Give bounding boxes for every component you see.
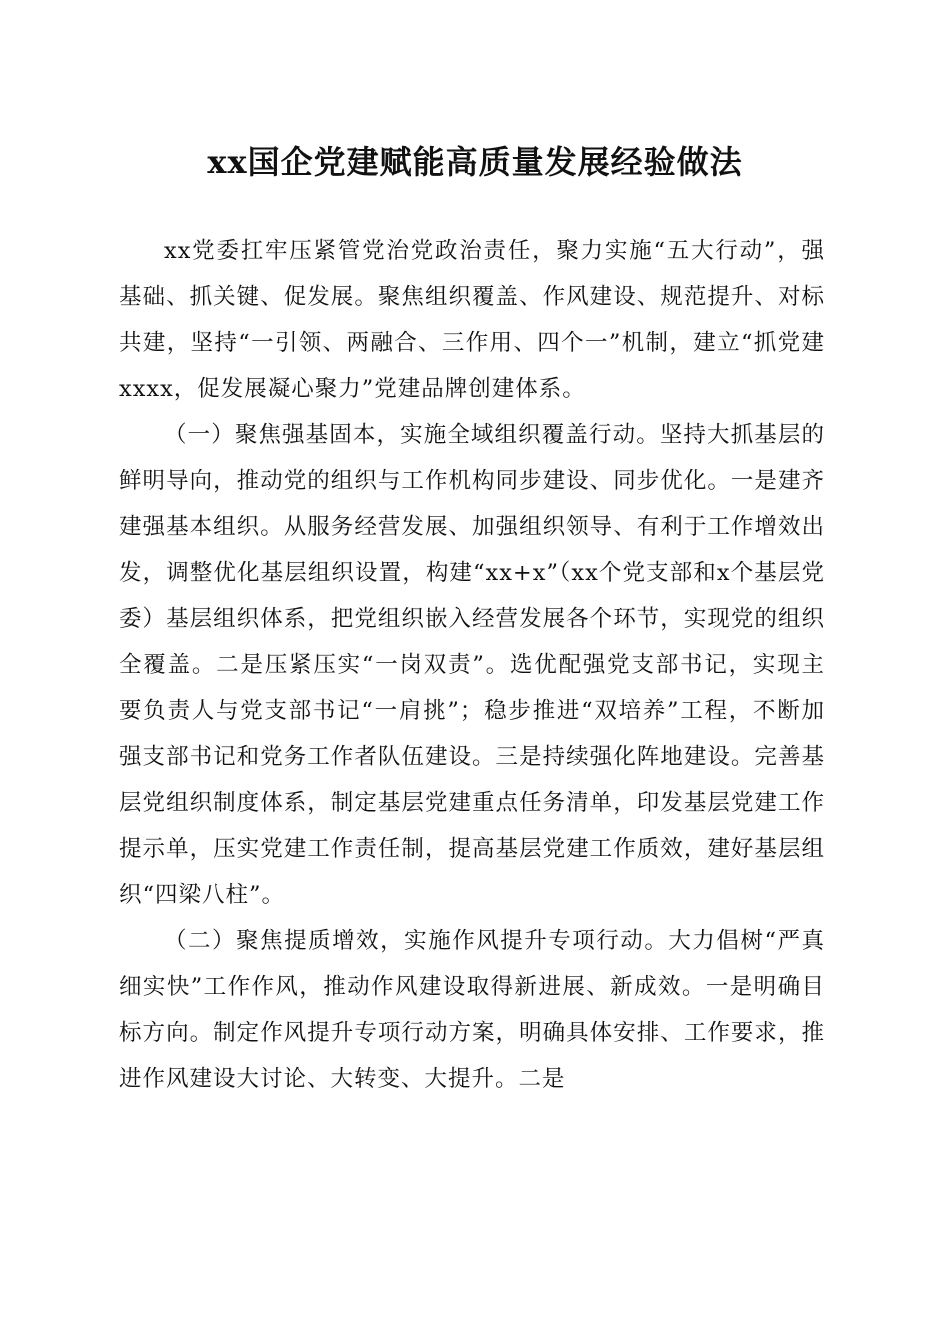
paragraph-section-2 <box>119 918 825 1102</box>
document-body <box>119 228 825 1102</box>
section-heading: （一）聚焦强基固本，实施全域组织覆盖行动。 <box>164 422 660 448</box>
section-heading: （二）聚焦提质增效，实施作风提升专项行动。 <box>164 928 669 954</box>
paragraph-intro <box>119 228 825 412</box>
paragraph-text: xx党委扛牢压紧管党治党政治责任，聚力实施“五大行动”，强基础、抓关键、促发展。聚焦组织覆盖、作风建设、规范提升、对标共建，坚持“一引领、两融合、三作用、四个一”机制，建立“抓党建xxxx，促发展凝心聚力”党建品牌创建体系。 <box>119 238 825 402</box>
paragraph-text: 坚持大抓基层的鲜明导向，推动党的组织与工作机构同步建设、同步优化。一是建齐建强基本组织。从服务经营发展、加强组织领导、有利于工作增效出发，调整优化基层组织设置，构建“xx+x”（xx个党支部和x个基层党委）基层组织体系，把党组织嵌入经营发展各个环节，实现党的组织全覆盖。二是压紧压实“一岗双责”。选优配强党支部书记，实现主要负责人与党支部书记“一肩挑”；稳步推进“双培养”工程，不断加强支部书记和党务工作者队伍建设。三是持续强化阵地建设。完善基层党组织制度体系，制定基层党建重点任务清单，印发基层党建工作提示单，压实党建工作责任制，提高基层党建工作质效，建好基层组织“四梁八柱”。 <box>119 422 825 908</box>
paragraph-section-1 <box>119 412 825 918</box>
paragraph-text: 大力倡树“严真细实快”工作作风，推动作风建设取得新进展、新成效。一是明确目标方向。制定作风提升专项行动方案，明确具体安排、工作要求，推进作风建设大讨论、大转变、大提升。二是 <box>119 928 825 1092</box>
document-title: xx国企党建赋能高质量发展经验做法 <box>207 143 743 181</box>
